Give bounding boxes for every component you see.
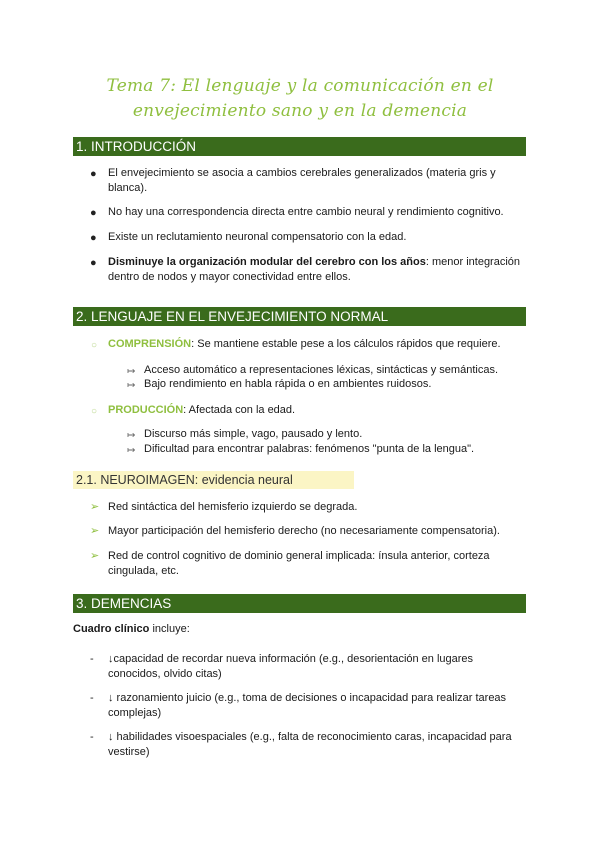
produccion-sub-1: Discurso más simple, vago, pausado y lento.: [144, 428, 363, 440]
cuadro-clinico-intro: [73, 622, 523, 637]
intro-bullet-3: Existe un reclutamiento neuronal compensatorio con la edad.: [108, 231, 407, 243]
comprension-item: [108, 337, 528, 352]
bullet-arrow-icon: ↦: [127, 445, 136, 456]
intro-bullet-1: El envejecimiento se asocia a cambios cerebrales generalizados (materia gris y blanca).: [108, 167, 496, 194]
comprension-label: COMPRENSIÓN: [108, 338, 192, 350]
bullet-arrow-icon: ↦: [127, 366, 136, 377]
cuadro-clinico-rest: incluye:: [149, 623, 190, 635]
demencia-item-1: ↓capacidad de recordar nueva información (e.g., desorientación en lugares conocidos, olvido citas): [108, 653, 474, 680]
bullet-dash-icon: -: [90, 692, 94, 704]
bullet-arrowhead-icon: ➢: [90, 525, 100, 537]
demencia-item-3: ↓ habilidades visoespaciales (e.g., falta de reconocimiento caras, incapacidad para vestirse): [108, 731, 512, 758]
bullet-circle-icon: ○: [91, 406, 98, 417]
section-heading-lenguaje: 2. LENGUAJE EN EL ENVEJECIMIENTO NORMAL: [73, 307, 526, 326]
bullet-dash-icon: -: [90, 731, 94, 743]
intro-bullet-2: No hay una correspondencia directa entre cambio neural y rendimiento cognitivo.: [108, 206, 504, 218]
bullet-dot-icon: ●: [90, 207, 97, 219]
subsection-heading-neuroimagen: 2.1. NEUROIMAGEN: evidencia neural: [73, 471, 354, 489]
demencia-item-2: ↓ razonamiento juicio (e.g., toma de decisiones o incapacidad para realizar tareas complejas): [108, 692, 507, 719]
neuro-bullet-3: Red de control cognitivo de dominio general implicada: ínsula anterior, corteza cingulada, etc.: [108, 550, 490, 577]
comprension-sub-2: Bajo rendimiento en habla rápida o en ambientes ruidosos.: [144, 378, 432, 390]
intro-bullet-4-bold: Disminuye la organización modular del cerebro con los años: [108, 256, 426, 268]
section-heading-demencias: 3. DEMENCIAS: [73, 594, 526, 613]
bullet-arrowhead-icon: ➢: [90, 501, 100, 513]
produccion-sub-2: Dificultad para encontrar palabras: fenómenos "punta de la lengua".: [144, 443, 475, 455]
bullet-arrow-icon: ↦: [127, 430, 136, 441]
cuadro-clinico-bold: Cuadro clínico: [73, 623, 150, 635]
section-heading-introduccion: 1. INTRODUCCIÓN: [73, 137, 526, 156]
produccion-label: PRODUCCIÓN: [108, 404, 184, 416]
bullet-dash-icon: -: [90, 653, 94, 665]
bullet-dot-icon: ●: [90, 168, 97, 180]
neuro-bullet-1: Red sintáctica del hemisferio izquierdo se degrada.: [108, 501, 358, 513]
comprension-sub-1: Acceso automático a representaciones léxicas, sintácticas y semánticas.: [144, 364, 498, 376]
comprension-text: : Se mantiene estable pese a los cálculos rápidos que requiere.: [191, 338, 501, 350]
bullet-arrowhead-icon: ➢: [90, 550, 100, 562]
document-title: Tema 7: El lenguaje y la comunicación en el envejecimiento sano y en la demencia: [106, 76, 494, 121]
bullet-circle-icon: ○: [91, 340, 98, 351]
bullet-dot-icon: ●: [90, 257, 97, 269]
bullet-dot-icon: ●: [90, 232, 97, 244]
neuro-bullet-2: Mayor participación del hemisferio derecho (no necesariamente compensatoria).: [108, 525, 500, 537]
bullet-arrow-icon: ↦: [127, 380, 136, 391]
produccion-text: : Afectada con la edad.: [183, 404, 296, 416]
produccion-item: [108, 403, 528, 418]
intro-bullet-4-rest: : menor integración dentro de nodos y mayor conectividad entre ellos.: [108, 256, 521, 283]
intro-bullet-4: [108, 255, 528, 285]
